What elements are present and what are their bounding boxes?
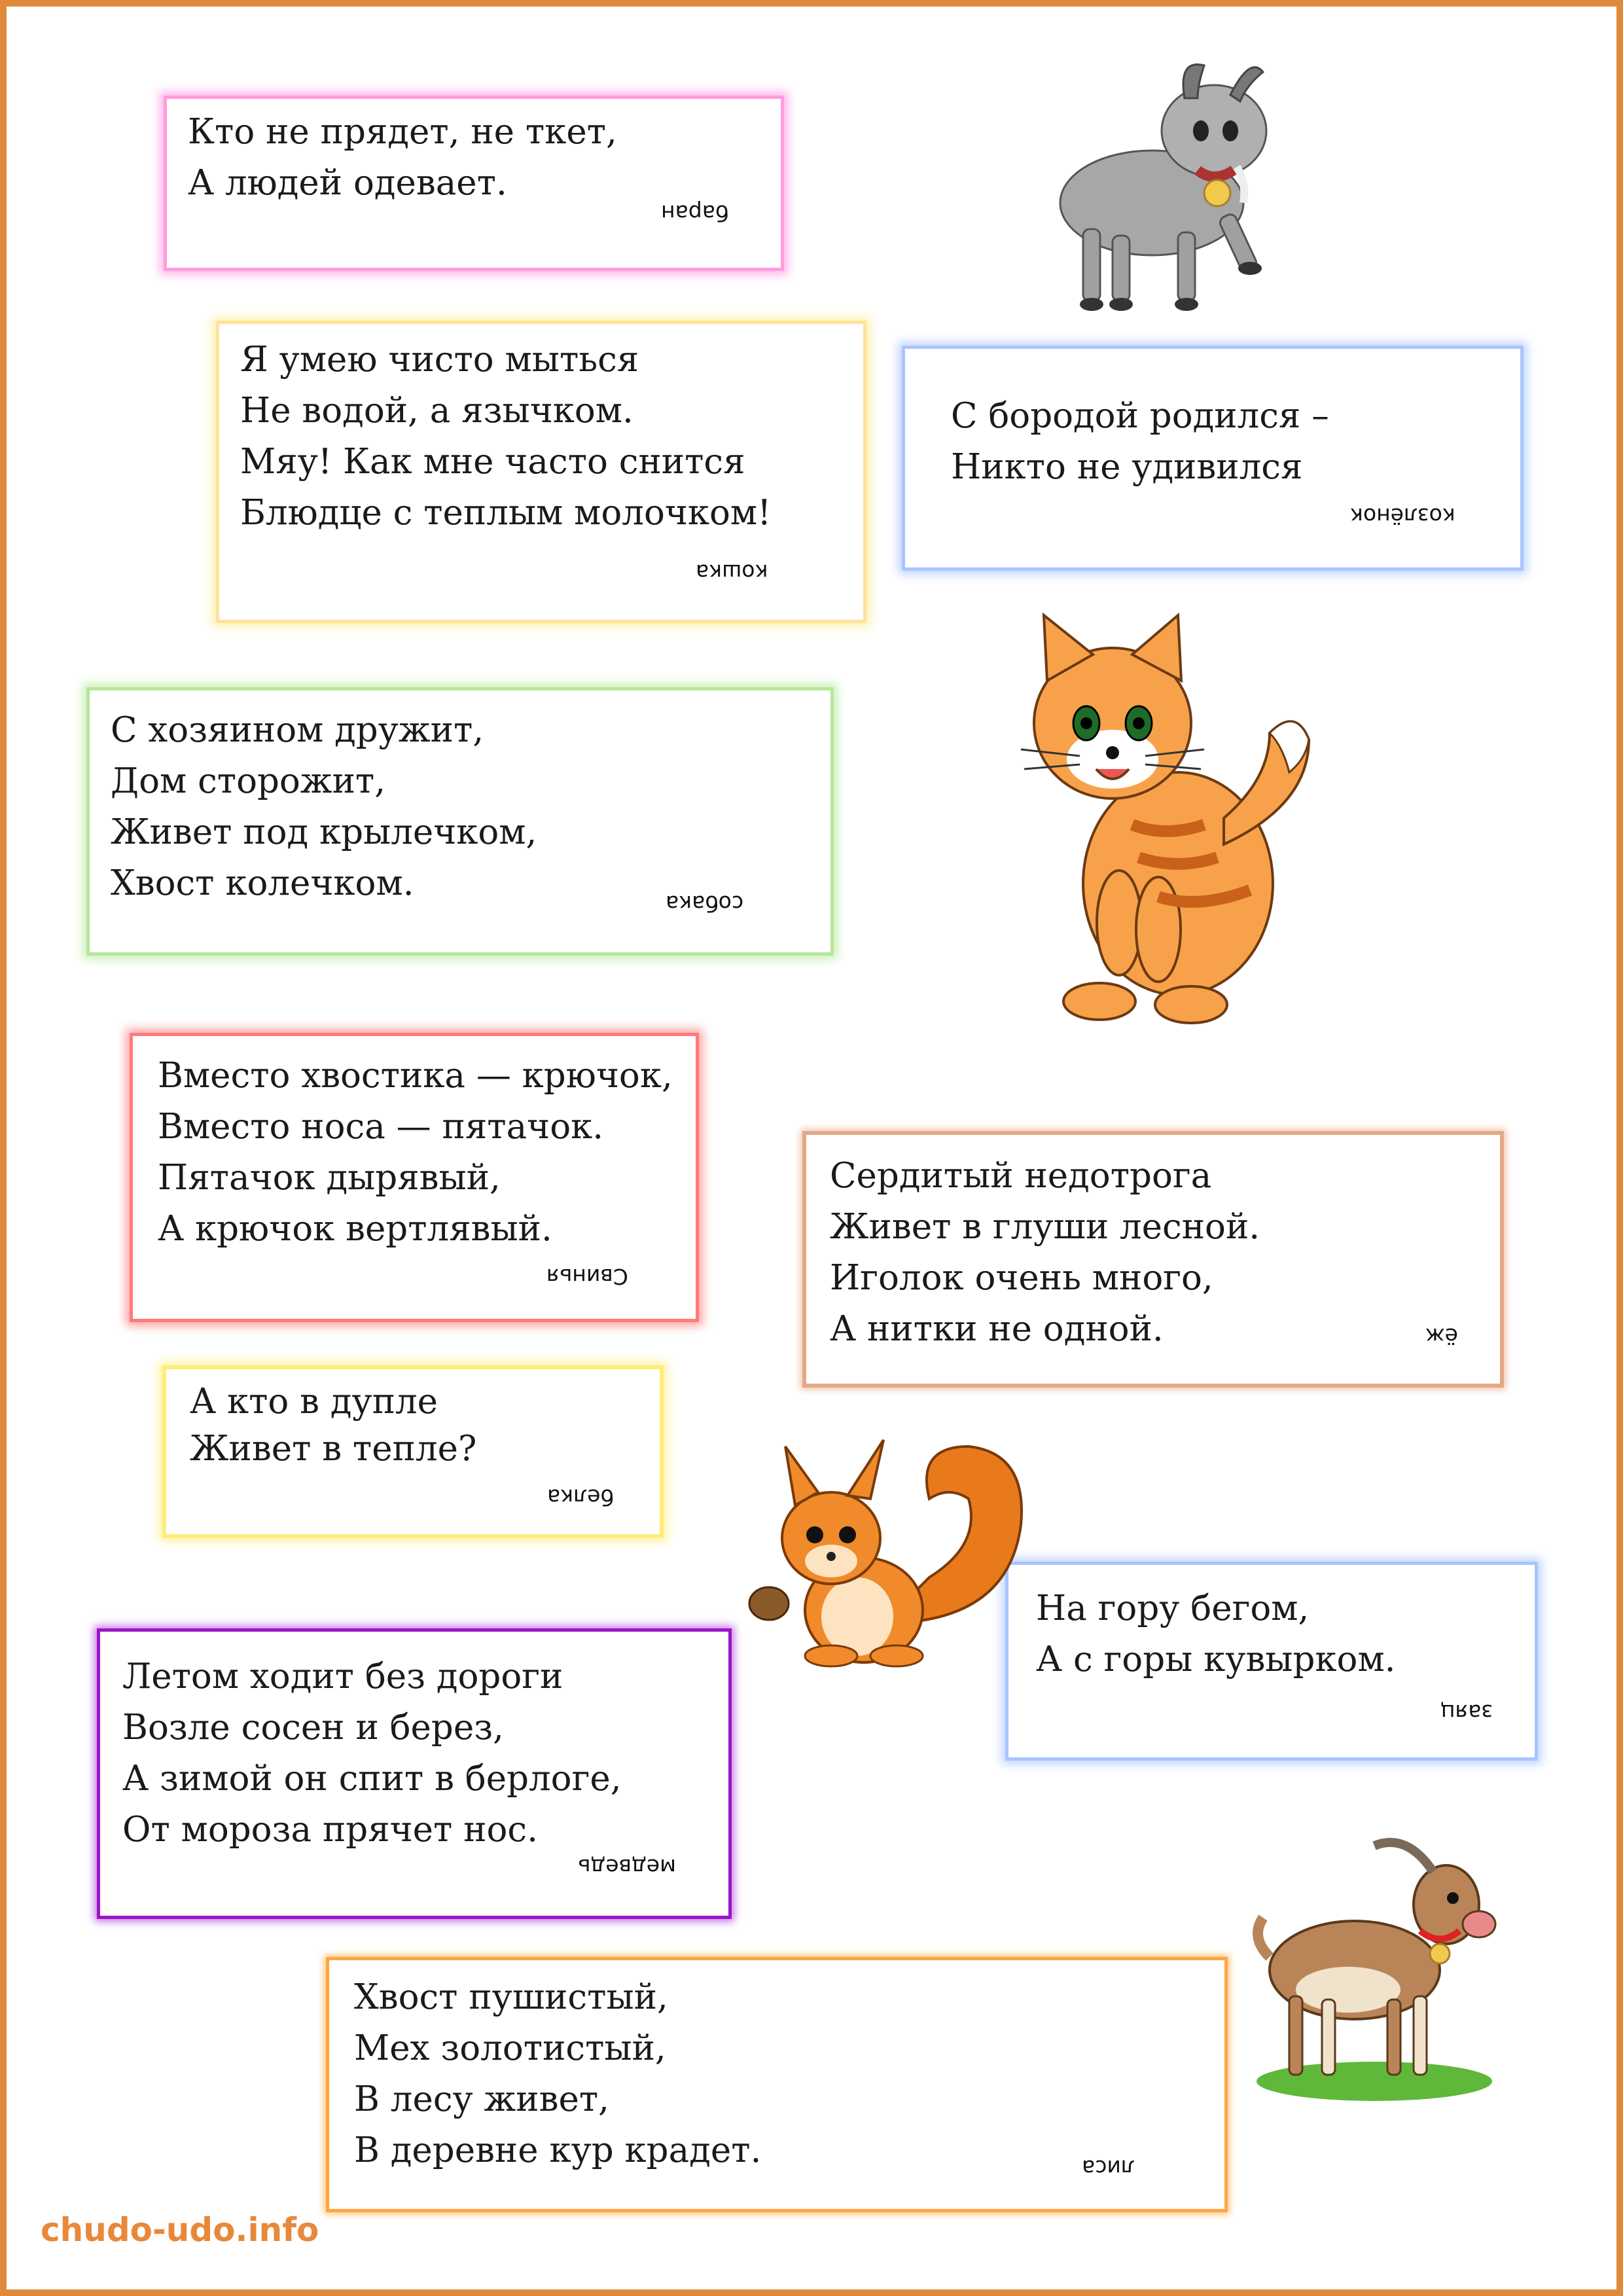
riddle-line: Живет в тепле? — [190, 1429, 477, 1469]
riddle-text — [354, 1972, 761, 2176]
riddle-card-sheep — [164, 96, 784, 271]
riddle-text — [111, 705, 537, 909]
riddle-line: Живет в глуши лесной. — [830, 1207, 1260, 1247]
riddle-answer: собака — [666, 891, 744, 916]
riddle-card-hare — [1005, 1562, 1538, 1761]
riddle-line: Хвост колечком. — [111, 863, 414, 903]
riddle-card-bear — [97, 1628, 732, 1919]
riddle-text — [188, 107, 617, 209]
riddle-card-hedgehog — [802, 1131, 1504, 1388]
riddle-text — [951, 391, 1329, 493]
riddle-text — [190, 1378, 476, 1473]
riddle-card-squirrel — [162, 1365, 664, 1538]
riddle-line: Хвост пушистый, — [354, 1977, 668, 2017]
riddle-card-fox — [326, 1957, 1228, 2212]
riddle-line: От мороза прячет нос. — [122, 1810, 538, 1850]
riddle-line: Пятачок дырявый, — [158, 1158, 501, 1198]
riddle-answer: белка — [547, 1484, 614, 1510]
riddle-line: Мяу! Как мне часто снится — [240, 442, 745, 482]
riddle-line: С хозяином дружит, — [111, 710, 484, 750]
riddle-line: Вместо хвостика — крючок, — [158, 1056, 673, 1096]
riddle-line: А нитки не одной. — [830, 1309, 1164, 1349]
riddle-card-goat-kid — [902, 346, 1524, 571]
riddle-answer: козлёнок — [1350, 503, 1455, 529]
riddle-answer: кошка — [696, 560, 768, 585]
riddle-line: Блюдце с теплым молочком! — [240, 493, 772, 533]
riddle-text — [122, 1651, 622, 1856]
riddle-answer: Свинья — [546, 1264, 628, 1289]
riddle-card-pig — [130, 1033, 699, 1322]
riddle-answer: лиса — [1082, 2155, 1135, 2181]
riddle-line: Дом сторожит, — [111, 761, 386, 801]
riddle-line: На гору бегом, — [1036, 1588, 1310, 1628]
riddle-line: Живет под крылечком, — [111, 812, 537, 852]
riddle-line: А с горы кувырком. — [1036, 1640, 1396, 1679]
riddle-line: Я умею чисто мыться — [240, 340, 639, 380]
riddle-line: В лесу живет, — [354, 2079, 609, 2119]
riddle-line: В деревне кур крадет. — [354, 2130, 762, 2170]
cat-icon — [1008, 609, 1322, 1028]
squirrel-icon — [733, 1427, 1041, 1676]
riddle-answer: баран — [661, 200, 729, 226]
riddle-text — [830, 1151, 1260, 1355]
riddle-text — [240, 334, 771, 539]
riddle-line: Сердитый недотрога — [830, 1156, 1212, 1196]
riddle-line: А зимой он спит в берлоге, — [122, 1759, 622, 1799]
riddle-line: Вместо носа — пятачок. — [158, 1107, 604, 1147]
riddle-answer: ёж — [1425, 1323, 1459, 1349]
riddle-line: А людей одевает. — [188, 163, 507, 203]
riddle-line: Возле сосен и берез, — [122, 1708, 504, 1748]
site-watermark: chudo-udo.info — [41, 2211, 319, 2249]
riddle-line: Никто не удивился — [951, 447, 1303, 487]
riddle-line: А кто в дупле — [190, 1382, 438, 1422]
riddle-text — [1036, 1583, 1396, 1685]
riddle-card-dog — [86, 687, 834, 956]
riddle-line: Мех золотистый, — [354, 2028, 666, 2068]
goat-icon — [1243, 1833, 1518, 2108]
riddle-line: Иголок очень много, — [830, 1258, 1213, 1298]
riddle-text — [158, 1050, 673, 1255]
riddle-line: Кто не прядет, не ткет, — [188, 112, 617, 152]
riddle-line: Летом ходит без дороги — [122, 1657, 563, 1696]
goat-kid-icon — [1021, 52, 1322, 314]
riddle-answer: медведь — [578, 1854, 677, 1880]
riddle-line: Не водой, а язычком. — [240, 391, 633, 431]
riddle-card-cat — [216, 321, 866, 623]
riddle-answer: заяц — [1440, 1700, 1493, 1725]
riddle-line: С бородой родился – — [951, 396, 1329, 436]
riddle-line: А крючок вертлявый. — [158, 1209, 552, 1249]
